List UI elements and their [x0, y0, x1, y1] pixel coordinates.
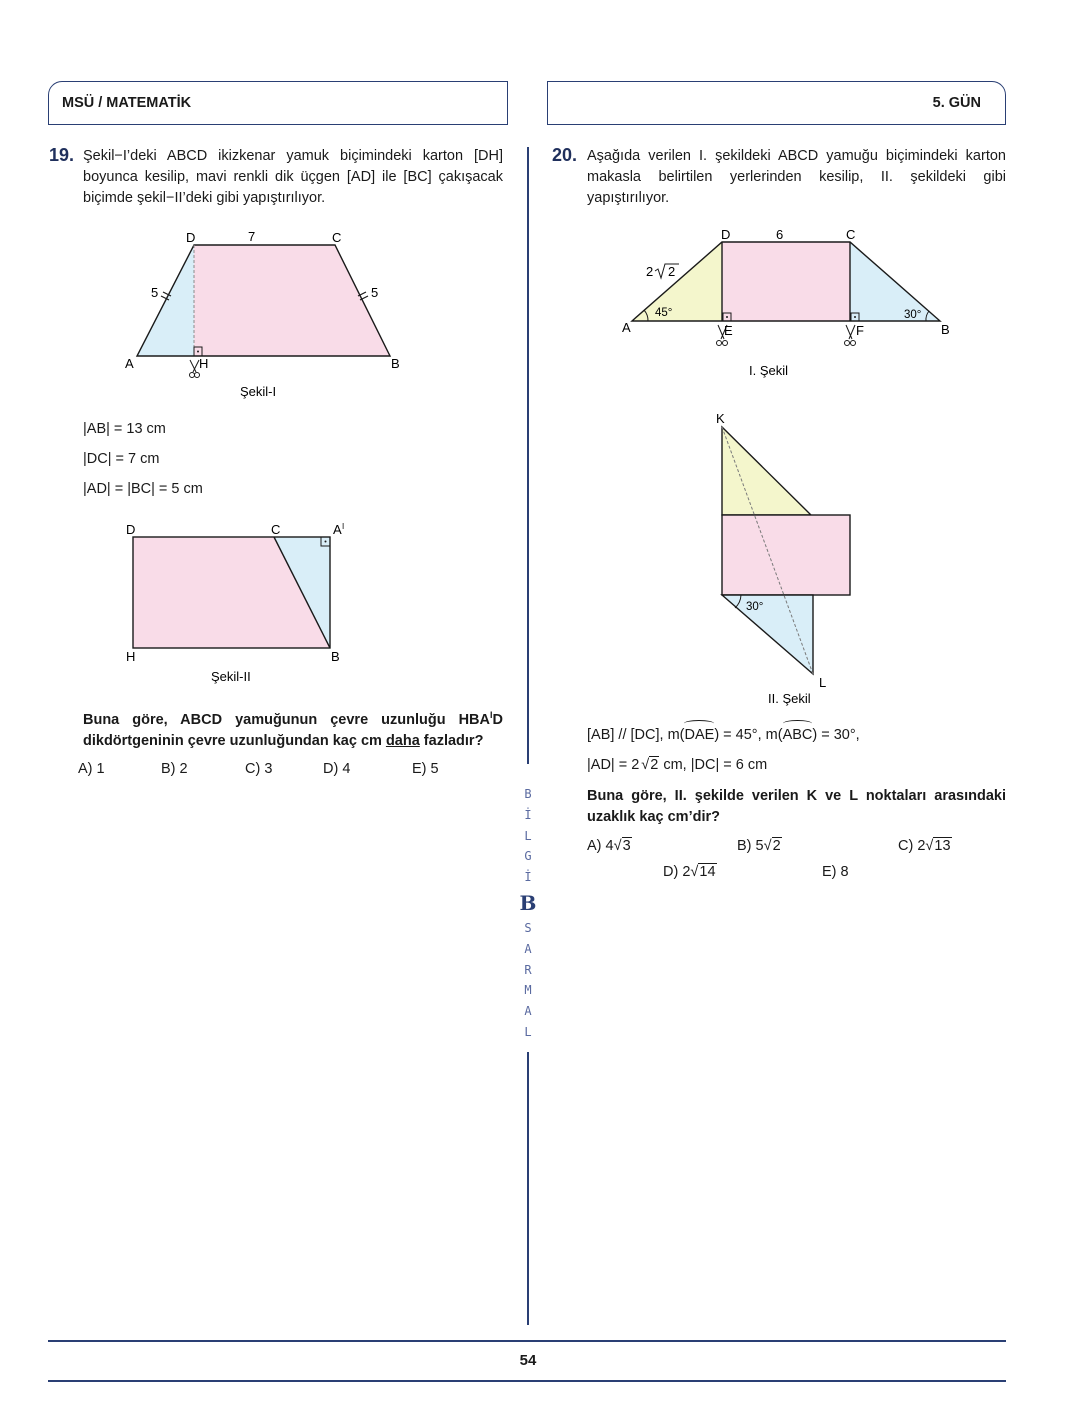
brand-letter: B	[524, 787, 532, 801]
q20-fig1-right-angle-e-dot	[726, 316, 728, 318]
footer-line-top	[48, 1340, 1006, 1342]
q19-fig2-label-a: A	[333, 522, 342, 537]
q19-fig1-label-a: A	[125, 356, 134, 371]
q19-option-a[interactable]: A) 1	[78, 761, 105, 777]
q20-fig1-label-a: A	[622, 320, 631, 335]
q20-fig1-label-top: 6	[776, 227, 784, 242]
q20-option-c-label: C)	[898, 838, 914, 854]
q20-given-text: ) = 45°, m(	[714, 727, 783, 743]
brand-vertical	[517, 784, 539, 1043]
brand-letter: G	[524, 849, 532, 864]
scissors-icon	[190, 360, 200, 378]
q19-fig1-label-d: D	[186, 230, 196, 245]
q20-option-d-rad: 14	[699, 864, 716, 880]
q20-option-b[interactable]	[737, 838, 782, 854]
brand-letter: İ	[524, 870, 532, 885]
q20-option-c[interactable]	[898, 838, 952, 854]
q19-given-ad-bc: |AD| = |BC| = 5 cm	[83, 481, 203, 497]
brand-letter: S	[524, 920, 532, 935]
q20-option-a-label: A)	[587, 838, 602, 854]
q19-figure-2	[110, 520, 370, 690]
brand-letter: R	[524, 962, 532, 977]
q20-fig1-right-angle-f-dot	[854, 316, 856, 318]
q19-question-mid: D dikdörtgeninin çevre uzunluğundan kaç cm	[83, 711, 503, 749]
q20-fig1-label-e: E	[724, 323, 733, 338]
brand-letter: A	[524, 1004, 532, 1019]
q19-given-ab: |AB| = 13 cm	[83, 421, 166, 437]
angle-hat-icon	[783, 720, 813, 727]
q20-given-line2	[587, 757, 767, 773]
q19-fig2-label-prime: I	[342, 522, 345, 531]
q19-figure-1	[110, 225, 420, 405]
column-divider-bottom	[527, 1052, 529, 1325]
sqrt-icon	[655, 264, 679, 278]
q20-option-b-coef: 5	[755, 838, 764, 854]
q20-fig1-label-c: C	[846, 227, 856, 242]
q19-text: Şekil−I’deki ABCD ikizkenar yamuk biçimindeki karton [DH] boyunca kesilip, mavi renkli dik üçgen [AD] ile [BC] çakışacak biçimde şekil−II’deki gibi yapıştırılıyor.	[83, 148, 503, 206]
q20-given-angle-dae	[684, 727, 714, 743]
q20-fig1-label-b: B	[941, 322, 950, 337]
brand-letter: L	[524, 828, 532, 843]
header-subject-text: MSÜ / MATEMATİK	[62, 95, 192, 111]
q20-fig1-ad-coef: 2	[646, 264, 654, 279]
q20-fig2-pink-rectangle	[722, 515, 850, 595]
q20-option-e-coef: 8	[840, 864, 849, 880]
q20-question: Buna göre, II. şekilde verilen K ve L noktaları arasındaki uzaklık kaç cm’dir?	[587, 788, 1006, 825]
q19-fig1-caption: Şekil-I	[240, 384, 277, 399]
q20-fig1-ad-rad: 2	[668, 264, 676, 279]
q20-option-e-label: E)	[822, 864, 837, 880]
scissors-icon	[845, 325, 856, 346]
q19-fig1-right-angle-dot	[197, 351, 199, 353]
q20-option-e[interactable]	[822, 864, 849, 880]
q20-figure-2	[700, 405, 870, 710]
q20-given-line1	[587, 727, 860, 743]
q19-fig2-label-d: D	[126, 522, 136, 537]
q20-given-angle-dae-text: DAE	[684, 727, 715, 743]
q20-option-d-coef: 2	[682, 864, 691, 880]
sqrt-icon: √	[690, 864, 699, 880]
angle-hat-icon	[684, 720, 714, 727]
header-day	[547, 81, 1006, 125]
header-subject	[48, 81, 508, 125]
q20-given-ad-rad: 2	[650, 757, 659, 773]
page-number: 54	[519, 1352, 537, 1369]
q20-given-angle-abc	[783, 727, 813, 743]
column-divider-top	[527, 147, 529, 764]
q19-fig2-right-angle-dot	[325, 541, 327, 543]
q20-fig1-label-f: F	[856, 323, 864, 338]
brand-letter: M	[524, 983, 532, 998]
q19-fig1-label-b: B	[391, 356, 400, 371]
q20-option-c-rad: 13	[934, 838, 951, 854]
sqrt-icon: √	[613, 838, 622, 854]
sqrt-icon: √	[763, 838, 772, 854]
q20-option-b-rad: 2	[772, 838, 781, 854]
q20-given-dc: cm, |DC| = 6 cm	[659, 757, 768, 773]
q20-option-c-coef: 2	[917, 838, 926, 854]
q20-option-a[interactable]	[587, 838, 632, 854]
q19-fig2-caption: Şekil-II	[211, 669, 251, 684]
q19-number: 19.	[49, 145, 75, 165]
q19-question	[83, 705, 503, 752]
q20-fig1-angle-b: 30°	[904, 309, 922, 321]
q20-fig2-caption: II. Şekil	[768, 691, 811, 706]
q20-fig2-label-l: L	[819, 675, 827, 690]
footer-line-bottom	[48, 1380, 1006, 1382]
q19-option-e[interactable]: E) 5	[412, 761, 439, 777]
q20-given-text: [AB] // [DC], m(	[587, 727, 685, 743]
brand-letter: A	[524, 941, 532, 956]
brand-letter: L	[524, 1024, 532, 1039]
q19-fig1-label-c: C	[332, 230, 342, 245]
q20-fig1-angle-a: 45°	[655, 307, 673, 319]
q20-number: 20.	[552, 145, 578, 165]
q20-given-ad-coef: 2	[631, 757, 640, 773]
q20-figure-1	[615, 225, 965, 385]
sqrt-icon: √	[925, 838, 934, 854]
q20-fig1-caption: I. Şekil	[749, 363, 789, 378]
q20-option-a-rad: 3	[622, 838, 631, 854]
q20-fig2-angle: 30°	[746, 601, 764, 613]
q19-option-d[interactable]: D) 4	[323, 761, 351, 777]
q19-fig1-label-h: H	[199, 356, 209, 371]
q20-option-d-label: D)	[663, 864, 679, 880]
q20-fig2-label-k: K	[716, 411, 725, 426]
q20-text: Aşağıda verilen I. şekildeki ABCD yamuğu biçimindeki karton makasla belirtilen yerlerinden kesilip, II. şekildeki gibi yapıştırılıyor.	[587, 148, 1006, 206]
q19-question-underlined: daha	[385, 732, 420, 749]
q20-option-a-coef: 4	[605, 838, 614, 854]
q19-fig1-label-left: 5	[151, 285, 159, 300]
q20-option-d[interactable]	[663, 864, 717, 880]
q19-question-prefix: Buna göre, ABCD yamuğunun çevre uzunluğu HBA	[83, 711, 490, 728]
header-day-text: 5. GÜN	[932, 95, 981, 111]
q20-given-ad-label: |AD| =	[587, 757, 632, 773]
q20-given-text: ) = 30°,	[812, 727, 860, 743]
q19-fig1-label-top: 7	[248, 229, 256, 244]
q19-fig2-label-b: B	[331, 649, 340, 664]
sqrt-icon: √	[641, 757, 650, 773]
q20-fig1-pink-rectangle	[722, 242, 850, 321]
q19-question-suffix: fazladır?	[419, 732, 484, 749]
q19-given-dc: |DC| = 7 cm	[83, 451, 160, 467]
brand-logo: B	[519, 890, 537, 915]
q19-question-prime: I	[490, 710, 493, 720]
q20-option-b-label: B)	[737, 838, 752, 854]
q19-option-b[interactable]: B) 2	[161, 761, 188, 777]
q19-fig2-label-h: H	[126, 649, 136, 664]
q20-fig1-label-d: D	[721, 227, 731, 242]
q19-fig1-pink-region	[194, 245, 390, 356]
q20-given-angle-abc-text: ABC	[782, 727, 813, 743]
brand-letter: İ	[524, 807, 532, 822]
q19-option-c[interactable]: C) 3	[245, 761, 273, 777]
q19-fig2-label-c: C	[271, 522, 281, 537]
q20-fig2-yellow-triangle	[722, 427, 811, 515]
q19-fig1-label-right: 5	[371, 285, 379, 300]
